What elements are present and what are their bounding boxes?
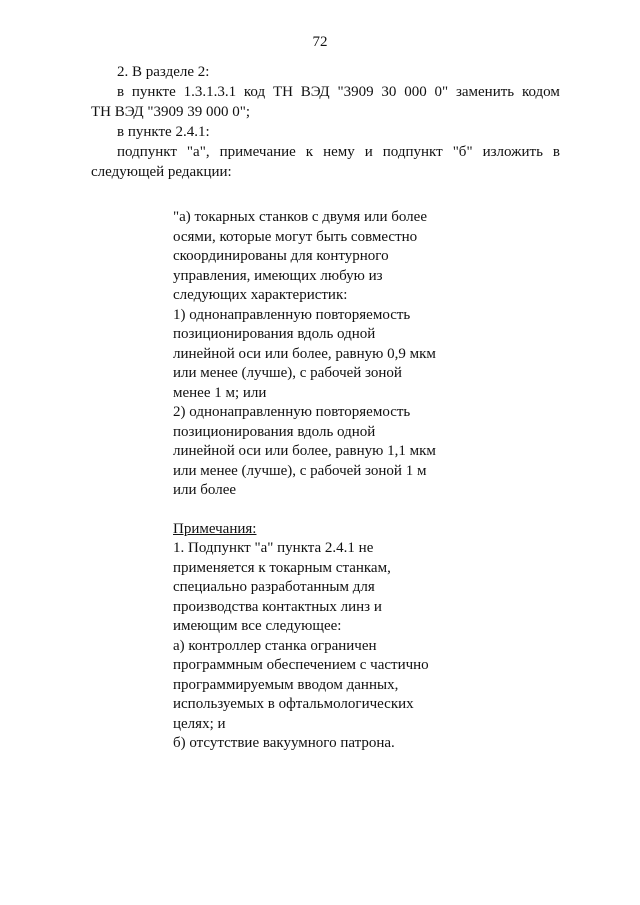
word: "3909 — [337, 84, 374, 100]
word: код — [243, 84, 266, 100]
note-line: программируемым вводом данных, — [173, 676, 399, 693]
word: заменить — [455, 84, 515, 100]
note-line: специально разработанным для — [173, 579, 375, 595]
note-line: имеющим все следующее: — [173, 618, 342, 634]
word: ТН — [272, 84, 293, 100]
section-heading: 2. В разделе 2: — [117, 64, 210, 80]
quote-line: 2) однонаправленную повторяемость — [173, 404, 411, 420]
word: и — [364, 144, 373, 160]
note-line: а) контроллер станка ограничен — [173, 637, 377, 654]
word: ВЭД — [300, 84, 330, 100]
quote-line: линейной оси или более, равную 0,9 мкм — [173, 345, 436, 362]
note-line: производства контактных линз и — [173, 598, 382, 615]
paragraph-gap — [173, 501, 493, 520]
item-3-line-2: следующей редакции: — [91, 164, 232, 180]
word: подпункт — [382, 144, 443, 160]
word: пункте — [131, 84, 176, 100]
word: к — [305, 144, 314, 160]
quote-line: следующих характеристик: — [173, 287, 348, 303]
word: нему — [323, 144, 355, 160]
quote-line: позиционирования вдоль одной — [173, 326, 376, 342]
item-1-line-2: ТН ВЭД "3909 39 000 0"; — [91, 104, 251, 120]
quote-line: скоординированы для контурного — [173, 248, 389, 264]
quote-line: менее 1 м; или — [173, 384, 267, 401]
quote-line: управления, имеющих любую из — [173, 267, 383, 284]
quoted-new-text — [173, 208, 493, 754]
quote-line: позиционирования вдоль одной — [173, 423, 376, 440]
quote-line: 1) однонаправленную повторяемость — [173, 306, 411, 323]
item-1-line-1 — [104, 82, 560, 102]
quote-line: или более — [173, 482, 237, 498]
amendment-intro — [91, 62, 560, 182]
word: изложить — [482, 144, 543, 160]
word: подпункт — [117, 144, 177, 160]
note-line: программным обеспечением с частично — [173, 657, 429, 673]
word: примечание — [219, 144, 296, 160]
word: в — [117, 84, 125, 100]
word: кодом — [521, 84, 560, 100]
item-2-line-1: в пункте 2.4.1: — [117, 124, 210, 140]
word: "а", — [186, 144, 210, 160]
word: 0" — [434, 84, 449, 100]
quote-line: осями, которые могут быть совместно — [173, 228, 418, 245]
word: 000 — [404, 84, 427, 100]
notes-heading: Примечания: — [173, 520, 257, 537]
quote-line: "а) токарных станков с двумя или более — [173, 209, 427, 225]
word: "б" — [452, 144, 473, 160]
note-line: используемых в офтальмологических — [173, 696, 414, 712]
page-number: 72 — [312, 34, 328, 50]
quote-line: линейной оси или более, равную 1,1 мкм — [173, 443, 436, 459]
word: 1.3.1.3.1 — [183, 84, 237, 100]
note-line: применяется к токарным станкам, — [173, 559, 391, 576]
word: 30 — [381, 84, 397, 100]
quote-line: или менее (лучше), с рабочей зоной — [173, 365, 402, 381]
quote-line: или менее (лучше), с рабочей зоной 1 м — [173, 462, 427, 479]
item-3-line-1 — [104, 142, 560, 162]
note-line: целях; и — [173, 715, 226, 732]
note-line: 1. Подпункт "а" пункта 2.4.1 не — [173, 540, 374, 556]
note-line: б) отсутствие вакуумного патрона. — [173, 735, 395, 751]
word: в — [552, 144, 560, 160]
